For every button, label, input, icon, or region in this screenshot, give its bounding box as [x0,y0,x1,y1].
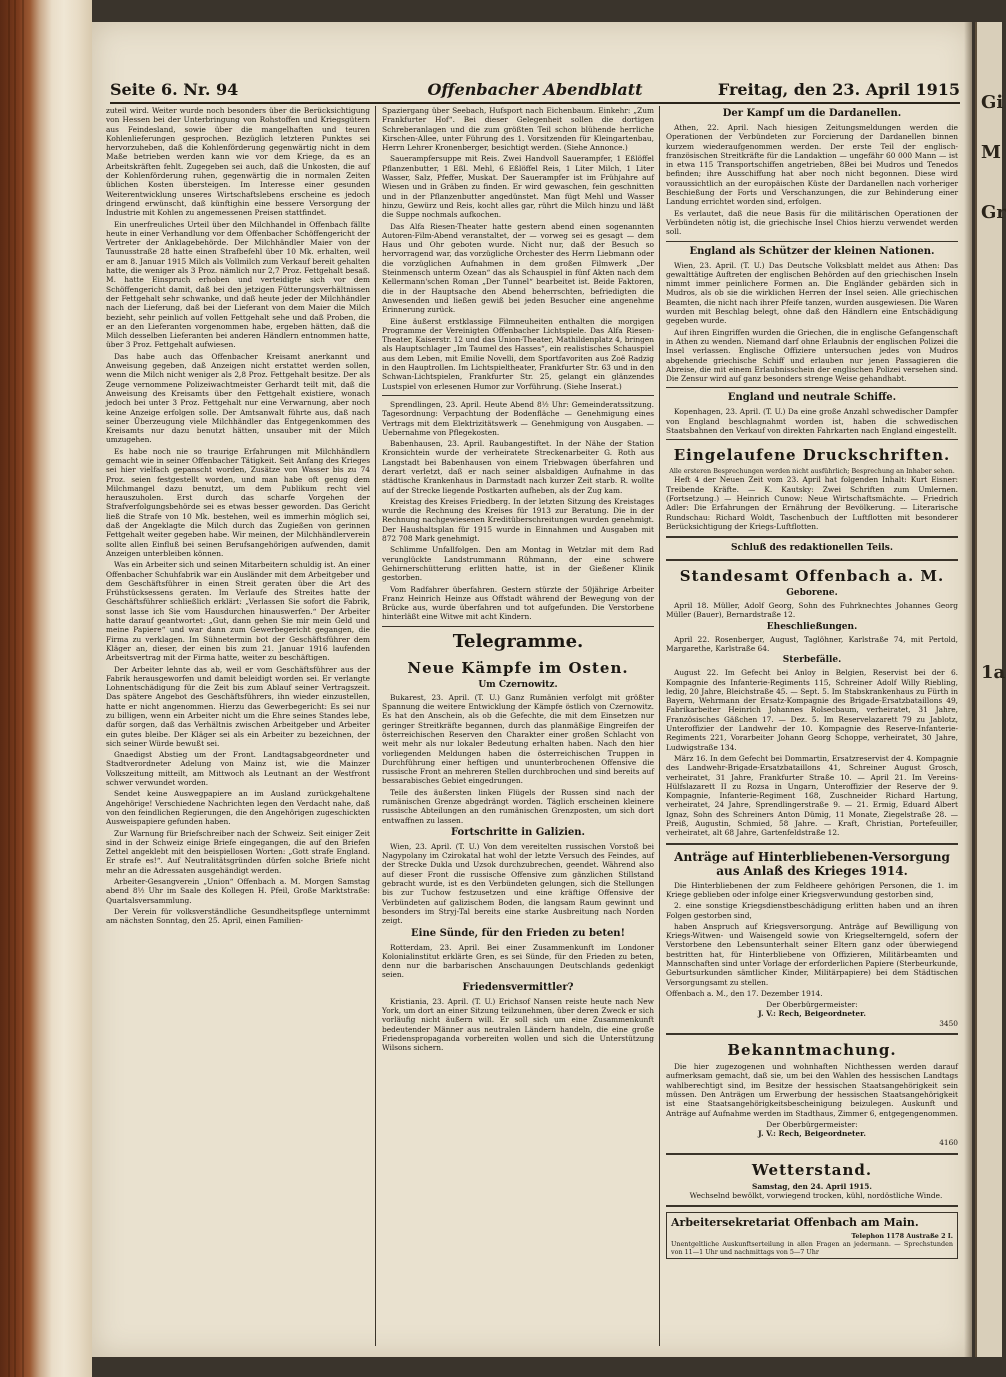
next-page-edge: Gi M Gr 1a [975,22,1002,1357]
page-header [110,78,960,104]
article-text: Zur Warnung für Briefschreiber nach der Schweiz. Seit einiger Zeit sind in der Schweiz einige Briefe eingegangen, die auf den Briefen Zettel angeklebt mit den beispiellosen Worten: „Gott strafe England. Er strafe es!“. Auf Neutralitätsgründen dürfen solche Briefe nicht mehr an die Adressaten ausgehändigt werden. [106,828,370,875]
article-text: Wien, 23. April. (T. U.) Das Deutsche Volksblatt meldet aus Athen: Das gewalttätige Auftreten der englischen Behörden auf den griechischen Inseln nimmt immer peinlichere Formen an. Die Engländer gebärden sich in Mudros, als ob sie die wirklichen Herren der Insel seien. Alle griechischen Beamten, die nicht nach ihrer Pfeife tanzen, wurden ausgewiesen. Die Waren wurden mit Beschlag belegt, ohne daß den Händlern eine Entschädigung gegeben wurde. [666,260,958,326]
headline: Eine Sünde, für den Frieden zu beten! [411,927,625,939]
article-text: Das habe auch das Offenbacher Kreisamt anerkannt und Anweisung gegeben, daß Anzeigen nicht erstattet werden sollen, wenn die Milch nicht weniger als 2,8 Proz. Fettgehalt besitze. Der als Zeuge vernommene Polizeiwachtmeister Gerhardt teilt mit, daß die Anweisung des Kreisamts über den Fettgehalt existiere, wonach jedoch bei unter 3 Proz. Fettgehalt nur eine Verwarnung, aber noch keine Anzeige erfolgen solle. Der Amtsanwalt führte aus, daß nach seiner Überzeugung viele Milchhändler das Entgegenkommen des Kreisamts nur dazu benutzt hätten, unsauber mit der Milch umzugehen. [106,351,370,445]
book-binding [0,0,92,1377]
article-text: Der Verein für volksverständliche Gesundheitspflege unternimmt am nächsten Sonntag, den 25. April, einen Familien- [106,906,370,926]
article-text: Arbeiter-Gesangverein „Union“ Offenbach a. M. Morgen Samstag abend 8½ Uhr im Saale des Kollegen H. Pfeil, Große Marktstraße: Quartalsversammlung. [106,877,370,905]
article-text: Athen, 22. April. Nach hiesigen Zeitungsmeldungen werden die Operationen der Verbündeten zur Forcierung der Dardanellen binnen kurzem wiederaufgenommen werden. Der erste Teil der englisch-französischen Streitkräfte für die Landaktion — ungefähr 60 000 Mann — ist in etwa 115 Transportschiffen angetrieben, 8Bei bei Mudros und Tenedos befinden; ihre Ausschiffung hat aber noch nicht begonnen. Diese wird voraussichtlich an der europäischen Küste der Dardanellen nach vorheriger Beschießung der Forts und Verschanzungen, die zur Behinderung einer Landung errichtet worden sind, erfolgen. [666,123,958,207]
notice-text: haben Anspruch auf Kriegsversorgung. Anträge auf Bewilligung von Kriegs-Witwen- und Waisengeld sowie von Kriegselterngeld, sofern der Verstorbene den Lebensunterhalt seiner Eltern ganz oder überwiegend bestritten hat, für Hinterbliebene von Offizieren, Militärbeamten und Mannschaften sind unter Vorlage der erforderlichen Papiere (Sterbeurkunde, Geburtsurkunden sämtlicher Kinder, Militärpapiere) bei dem Städtischen Versorgungsamt zu stellen. [666,921,958,987]
newspaper-page [92,22,972,1357]
article-text: Gnaedigst Abstieg um der Front. Landtagsabgeordneter und Stadtverordneter Adelung von Mainz ist, wie die Mainzer Volkszeitung mitteilt, am Mittwoch als Leutnant an der Westfront schwer verwundet worden. [106,750,370,788]
article-text: Kreistag des Kreises Friedberg. In der letzten Sitzung des Kreistages wurde die Rechnung des Kreises für 1913 zur Beratung. Die in der Rechnung nachgewiesenen Kreditüberschreitungen wurden genehmigt. Der Haushaltsplan für 1915 wurde in Einnahmen und Ausgaben mit 872 708 Mark genehmigt. [382,496,654,544]
page-number: Seite 6. Nr. 94 [110,80,239,99]
article-text: April 22. Rosenberger, August, Taglöhner, Karlstraße 74, mit Pertold, Margarethe, Karlstraße 64. [666,634,958,653]
article-text: Teile des äußersten linken Flügels der Russen sind nach der rumänischen Grenze abgedrängt worden. Täglich erscheinen kleinere russische Abteilungen an den rumänischen Grenzposten, um sich dort entwaffnen zu lassen. [382,787,654,825]
article-text: Auf ihren Eingriffen wurden die Griechen, die in englische Gefangenschaft in Athen zu wenden. Niemand darf ohne Erlaubnis der englischen Polizei die Insel verlassen. Englische Offiziere untersuchen jedes von Mudros abgehende griechische Schiff und erlauben nur jenen Passagieren die Abreise, die mit einem Erlaubnisschein der englischen Polizei versehen sind. Die Zensur wird auf ganz besonders strenge Weise gehandhabt. [666,327,958,384]
ad-phone: Telephon 1178 Austraße 2 I. [851,1232,953,1241]
article-text: Wien, 23. April. (T. U.) Von dem vereitelten russischen Vorstoß bei Nagypolany im Czirokatal hat wohl der letzte Versuch des Feindes, auf der Strecke Dukla und Uzsok durchzubrechen, geendet. Während also auf dieser Front die russische Offensive zum gänzlichen Stillstand gebracht wurde, ist es den Verbündeten gelungen, sich die Stellungen bis zur Tuchow festzusetzen und eine kräftige Offensive der Verbündeten auf galizischem Boden, die langsam Raum gewinnt und besonders im Stryj-Tal bereits eine starke Ausbreitung nach Norden zeigt. [382,841,654,926]
headline: Neue Kämpfe im Osten. [407,658,629,677]
article-text: zuteil wird. Weiter wurde noch besonders über die Berücksichtigung von Hessen bei der Unterbringung von Rohstoffen und Kriegsgütern aus Feindesland, sowie über die mangelhaften und teuren Kohlenlieferungen gesprochen. Bezüglich letzteren Punktes sei hervorzuheben, daß die Kohlenförderung gegenwärtig nicht in dem Maße betrieben werden kann wie vor dem Kriege, da es an Arbeitskräften fehlt. Zugegeben sei auch, daß die Unkosten, die auf der Kohlenförderung ruhen, gegenwärtig die in normalen Zeiten üblichen Kosten übersteigen. Im Interesse einer gesunden Weiterentwicklung unseres Wirtschaftslebens erscheine es jedoch dringend erwünscht, daß künftighin eine bessere Versorgung der Industrie mit Kohlen zu angemessenen Preisen stattfindet. [106,106,370,218]
column-1 [106,106,370,1346]
headline: Friedensvermittler? [462,981,574,993]
article-text: Heft 4 der Neuen Zeit vom 23. April hat folgenden Inhalt: Kurt Eisner: Treibende Kräfte. — K. Kautsky: Zwei Schriften zum Umlernen. (Fortsetzung.) — Heinrich Cunow: Neue Wirtschaftsmächte. — Friedrich Adler: Die Erfahrungen der Ernährung der Bevölkerung. — Literarische Rundschau: Richard Woldt, Taschenbuch der Luftflotten mit besonderer Berücksichtigung der Kriegs-Luftflotten. [666,475,958,531]
article-text: Ein unerfreuliches Urteil über den Milchhandel in Offenbach fällte heute in einer Verhandlung vor dem Offenbacher Schöffengericht der Vertreter der Anklagebehörde. Der Milchhändler Maier von der Taunusstraße 28 hatte einen Strafbefehl über 10 Mk. erhalten, weil er am 8. Januar 1915 Milch als Vollmilch zum Verkauf bereit gehalten hatte, die weniger als 3 Proz. nämlich nur 2,7 Proz. Fettgehalt besaß. M. hatte Einspruch erhoben und verteidigte sich vor dem Schöffengericht damit, daß bei den jetzigen Fütterungsverhältnissen der Fettgehalt sehr schwanke, und daß heute jeder der Milchhändler nach der Lieferung, daß bei der Lieferant von dem Maier die Milch bezieht, sehr peinlich auf vollen Fettgehalt sehe und daß Proben, die er an den Lieferanten vorgenommen habe, ergeben hätten, daß die Milch desselben Lieferanten bei anderen Händlern entnommen hatte, über 3 Proz. Fettgehalt aufwiesen. [106,219,370,350]
notice-signature: J. V.: Rech, Beigeordneter. [758,1129,866,1139]
article-text: Kopenhagen, 23. April. (T. U.) Da eine große Anzahl schwedischer Dampfer von England beschlagnahmt worden ist, haben die schwedischen Staatsbahnen den Verkauf von direkten Fahrkarten nach England eingestellt. [666,407,958,436]
issue-date: Freitag, den 23. April 1915 [717,80,960,99]
notice-number: 3450 [939,1018,958,1028]
newspaper-title: Offenbacher Abendblatt [427,80,643,99]
article-text: Das Alfa Riesen-Theater hatte gestern abend einen sogenannten Autoren-Film-Abend veranstaltet, der — vorweg sei es gesagt — dem Haus und Ohr geboten wurde. Nicht nur, daß der Besuch so hervorragend war, das vorzügliche Orchester des Herrn Liebmann oder die vorzüglichen Aufnahmen in dem großen Filmwerk „Der Steinmensch unterm Ozean“ das als Schauspiel in fünf Akten nach dem Kellermann'schen Roman „Der Tunnel“ bearbeitet ist. Beide Faktoren, die in der Hauptsache den Abend beherrschten, befriedigten die Anwesenden und ließen gewiß bei jeden Besucher eine angenehme Erinnerung zurück. [382,221,654,315]
headline: Der Kampf um die Dardanellen. [722,108,902,119]
notice-number: 4160 [939,1138,958,1148]
article-text: Schlimme Unfallfolgen. Den am Montag in Wetzlar mit dem Rad verunglückte Landstrummann Rühmann, der eine schwere Gehirnerschütterung erlitten hatte, ist in der Gießener Klinik gestorben. [382,545,654,583]
article-text: Es verlautet, daß die neue Basis für die militärischen Operationen der Verbündeten nötig ist, die griechische Insel Chios hierzu verwendet werden soll. [666,208,958,237]
headline: England und neutrale Schiffe. [727,392,897,404]
article-text: Der Arbeiter lehnte das ab, weil er vom Geschäftsführer aus der Fabrik herausgeworfen und damit beleidigt worden sei. Er verlangte Lohnentschädigung für die Zeit bis zum Ablauf seiner Vertragszeit. Das spätere Angebot des Geschäftsführers, ihn wieder einzustellen, hatte er nicht angenommen. Hierzu das Gewerbegericht: Es sei nur zu billigen, wenn ein Arbeiter nicht um die Ehre seines Standes lebe, dafür sorgen, daß das Verhältnis zwischen Arbeitgeber und Arbeiter ein gutes bleibe. Der Kläger sei als ein Arbeiter zu bezeichnen, der sich seiner Würde bewußt sei. [106,664,370,748]
ad-heading: Arbeitersekretariat Offenbach am Main. [671,1216,919,1230]
notice-heading: Bekanntmachung. [727,1041,897,1060]
headline: Fortschritte in Galizien. [450,826,585,838]
article-text: Sauerampfersuppe mit Reis. Zwei Handvoll Sauerampfer, 1 Eßlöffel Pflanzenbutter, 1 Eßl. Mehl, 6 Eßlöffel Reis, 1 Liter Milch, 1 Liter Wasser, Salz, Pfeffer, Muskat. Der Sauerampfer ist im Frühjahre auf Wiesen und in Gräben zu finden. Er wird gewaschen, fein geschnitten und in der Pflanzenbutter angedünstet. Man fügt Mehl und Wasser hinzu, Gewürz und Reis, kocht alles gar, rührt die Milch hinzu und läßt die Suppe nochmals aufkochen. [382,154,654,220]
notice-signature: J. V.: Rech, Beigeordneter. [758,1009,866,1019]
column-2 [382,106,654,1346]
editorial-end-note: Schluß des redaktionellen Teils. [730,543,894,554]
notice-heading: Anträge auf Hinterbliebenen-Versorgung aus Anlaß des Krieges 1914. [674,849,950,878]
article-text: Bukarest, 23. April. (T. U.) Ganz Rumänien verfolgt mit größter Spannung die weitere Entwicklung der Kämpfe östlich von Czernowitz. Es hat den Anschein, als ob die Gefechte, die mit dem Einsetzen nur geringer Streitkräfte begannen, durch das planmäßige Eingreifen der österreichischen Reserven den Charakter einer großen Schlacht von weit mehr als nur lokaler Bedeutung erhalten haben. Nach den hier vorliegenden Meldungen haben die österreichischen Truppen in Durchführung einer heftigen und ununterbrochenen Offensive die russische Front an mehreren Stellen durchbrochen und sind bereits auf bessarabisches Gebiet eingedrungen. [382,692,654,786]
subheadline: Sterbefälle. [782,655,842,666]
notice-date: Offenbach a. M., den 17. Dezember 1914. [666,988,823,998]
headline: Eingelaufene Druckschriften. [673,446,951,465]
notice-signature: Der Oberbürgermeister: [766,1119,858,1129]
headline: Standesamt Offenbach a. M. [679,567,945,586]
section-heading-telegramme: Telegramme. [452,630,584,652]
article-text: Vom Radfahrer überfahren. Gestern stürzte der 50jährige Arbeiter Franz Heinrich Heinze aus Offstadt während der Bewegung von der Brücke aus, wurde überfahren und tot aufgefunden. Die Verstorbene hinterläßt eine Witwe mit acht Kindern. [382,584,654,622]
ad-text: Unentgeltliche Auskunftserteilung in allen Fragen an jedermann. — Sprechstunden von 11—1 Uhr und nachmittags von 5—7 Uhr [671,1240,953,1257]
notice-text: 2. eine sonstige Kriegsdienstbeschädigung erlitten haben und an ihren Folgen gestorben sind, [666,901,958,920]
article-text: Sprendlingen, 23. April. Heute Abend 8½ Uhr: Gemeinderatssitzung. Tagesordnung: Verpachtung der Bodenfläche — Genehmigung eines Vertrags mit dem Elektrizitätswerk — Genehmigung von Ausgaben. — Uebernahme von Pflegekosten. [382,399,654,437]
notice-text: Die hier zugezogenen und wohnhaften Nichthessen werden darauf aufmerksam gemacht, daß sie, um bei den Wahlen des hessischen Landtags wahlberechtigt sind, im Besitze der hessischen Staatsangehörigkeit sein müssen. Den Anträgen um Erwerbung der hessischen Staatsangehörigkeit ist eine Staatsangehörigkeitsbescheinigung beizulegen. Auskunft und Anträge auf Aufnahme werden im Stadthaus, Zimmer 6, entgegengenommen. [666,1062,958,1118]
weather-date: Samstag, den 24. April 1915. [752,1181,872,1191]
subheadline: Eheschließungen. [766,621,858,632]
subheadline: Um Czernowitz. [478,679,558,690]
notice-signature: Der Oberbürgermeister: [766,1000,858,1010]
article-text: Spaziergang über Seebach, Hufsport nach Eichenbaum. Einkehr: „Zum Frankfurter Hof“. Bei dieser Gelegenheit sollen die dortigen Schreberanlagen und die zum größten Teil schon blühende herrliche Kirschen-Allee, unter Führung des 1. Vorsitzenden für Kleingartenbau, Herrn Lehrer Kronenberger, besichtigt werden. (Siehe Annonce.) [382,106,654,153]
headline: England als Schützer der kleinen Nationen. [689,245,935,257]
article-text: Babenhausen, 23. April. Raubangestiftet. In der Nähe der Station Kronsichtein wurde der verheiratete Streckenarbeiter G. Roth aus Langstadt bei Babenhausen von einem Triebwagen überfahren und derart verletzt, daß er nach seiner alsbaldigen Aufnahme in das städtische Krankenhaus in Darmstadt nach kurzer Zeit starb. R. wollte auf der Strecke liegende Postkarten aufheben, als der Zug kam. [382,439,654,495]
note: Alle ersteren Besprechungen werden nicht ausführlich; Besprechung an Inhaber sehen. [669,467,955,476]
article-text: Eine äußerst erstklassige Filmneuheiten enthalten die morgigen Programme der Vereinigten Offenbacher Lichtspiele. Das Alfa Riesen-Theater, Kaiserstr. 12 und das Union-Theater, Mathildenplatz 4, bringen als Hauptschlager „Im Taumel des Hasses“, ein realistisches Schauspiel aus dem Leben, mit Emilie Novelli, dem Sportfavoriten aus Zoë Radzig in den Hauptrollen. Im Lichtspieltheater, Frankfurter Str. 63 und in den Schwan-Lichtspielen, Frankfurter Str. 25, gelangt ein glänzendes Lustspiel von erlesenen Humor zur Vorführung. (Siehe Inserat.) [382,316,654,391]
column-rule [659,106,660,1346]
weather-text: Wechselnd bewölkt, vorwiegend trocken, kühl, nordöstliche Winde. [689,1191,943,1201]
article-text: Sendet keine Auswegpapiere an im Ausland zurückgehaltene Angehörige! Verschiedene Nachrichten legen den Verdacht nahe, daß von den feindlichen Regierungen, die den Angehörigen zugeschickten Ausweispapiere gefunden haben. [106,789,370,827]
column-3 [666,106,958,1346]
article-text: Rotterdam, 23. April. Bei einer Zusammenkunft im Londoner Kolonialinstitut erklärte Gren, es sei Sünde, für den Frieden zu beten, denn nur die barbarischen Anschauungen Deutschlands gedenkigt seien. [382,942,654,980]
column-rule [375,106,376,1346]
article-text: Kristiania, 23. April. (T. U.) Erichsof Nansen reiste heute nach New York, um dort an einer Sitzung teilzunehmen, über deren Zweck er sich vorläufig nicht äußern will. Er soll sich um eine Zusammenkunft bedeutender Männer aus neutralen Ländern handeln, die eine große Friedenspropaganda vorbereiten wollen und sich die Unterstützung Wilsons sichern. [382,996,654,1053]
subheadline: Geborene. [786,588,838,599]
article-text: März 16. In dem Gefecht bei Dommartin, Ersatzreservist der 4. Kompagnie des Landwehr-Brigade-Ersatzbataillons 41, Schreiner August Grosch, verheiratet, 31 Jahre, Frankfurter Straße 10. — April 21. Im Vereins-Hülfslazarett II zu Rozsa in Ungarn, Unteroffizier der Reserve der 9. Kompagnie, Infanterie-Regiment 168, Zuschneider Richard Hartung, verheiratet, 24 Jahre, Sprendlingerstraße 9. — 21. Ermig, Eduard Albert Ignaz, Sohn des Schreiners Anton Dümig, 11 Monate, Ziegelstraße 28. — Preiß, Augustin, Schmied, 58 Jahre. — Kraft, Christian, Portefeuiller, verheiratet, alt 68 Jahre, Gartenfeldstraße 12. [666,753,958,838]
article-text: August 22. Im Gefecht bei Anloy in Belgien, Reservist bei der 6. Kompagnie des Infanterie-Regiments 115, Schreiner Adolf Willy Riebling, ledig, 20 Jahre, Bleichstraße 45. — Sept. 5. Im Stabskrankenhaus zu Fürth in Bayern, Wehrmann der Ersatz-Kompagnie des Brigade-Ersatzbataillons 49, Fabrikarbeiter Heinrich Johannes Rolsecbaum, verheiratet, 31 Jahre, Französisches Gäßchen 17. — Dez. 5. Im Reservelazarett 79 zu Jablotz, Unteroffizier der Landwehr der 10. Kompagnie des Reserve-Infanterie-Regiments 221, Vorarbeiter Johann Georg Schoppe, verheiratet, 30 Jahre, Ludwigstraße 134. [666,668,958,752]
article-text: Es habe noch nie so traurige Erfahrungen mit Milchhändlern gemacht wie in seiner Offenbacher Tätigkeit. Seit Anfang des Krieges sei hier vielfach gepanscht worden, Zusätze von Wasser bis zu 74 Proz. seien festgestellt worden, und man habe oft genug dem Milchmangel dazu benutzt, um dem Publikum recht viel herauszuholen. Erst durch das scharfe Vorgehen der Strafverfolgungsbehörde sei es etwas besser geworden. Das Gericht ließ die Strafe von 10 Mk. bestehen, weil es immerhin möglich sei, daß der Angeklagte die Milch durch das Zugießen von gerinnen Fettgehalt weiter gegeben habe. Wir meinen, der Milchhändlerverein sollte allen Einfluß bei seinen Berufsangehörigen aufwenden, damit Anzeigen unterbleiben können. [106,446,370,558]
article-text: April 18. Müller, Adolf Georg, Sohn des Fuhrknechtes Johannes Georg Müller (Bauer), Bernardstraße 12. [666,601,958,620]
advertisement-box [666,1212,958,1259]
weather-heading: Wetterstand. [751,1160,873,1179]
article-text: Was ein Arbeiter sich und seinen Mitarbeitern schuldig ist. An einer Offenbacher Schuhfabrik war ein Ausländer mit dem Arbeitgeber und dem Geschäftsführer in einen Streit geraten über die Art des Frühstücksessens geraten. Im Verlaufe des Streites hatte der Geschäftsführer schließlich erklärt: „Verlassen Sie sofort die Fabrik, sonst lasse ich Sie vom Hausdurchen hinauswerfen.“ Der Arbeiter hatte darauf geantwortet: „Gut, dann gehen Sie mir mein Geld und meine Papiere“ und war dann zum Gewerbegericht gegangen, die Firma zu verklagen. Im Sühnetermin bot der Geschäftsführer dem Kläger an, dieser, der einen bis zum 21. Januar 1916 laufenden Arbeitsvertrag mit der Firma hatte, weiter zu beschäftigen. [106,560,370,663]
notice-text: Die Hinterbliebenen der zum Feldheere gehörigen Personen, die 1. im Kriege geblieben oder infolge einer Kriegsverwundung gestorben sind, [666,880,958,899]
